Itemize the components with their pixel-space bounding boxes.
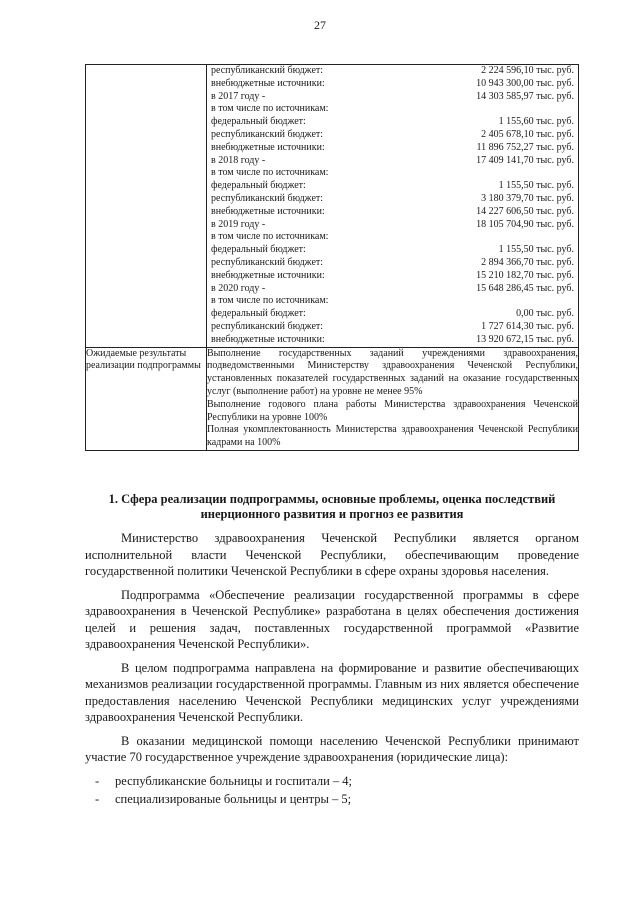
financing-row-label: федеральный бюджет: [211, 180, 306, 192]
financing-row-label: внебюджетные источники: [211, 77, 325, 89]
financing-row-label: республиканский бюджет: [211, 256, 324, 268]
financing-row-label: в 2018 году - [211, 154, 266, 166]
dash-marker: - [95, 792, 100, 806]
passport-table [85, 64, 579, 451]
page-number: 27 [314, 18, 326, 32]
financing-row [207, 180, 578, 193]
financing-row-label: в 2019 году - [211, 218, 266, 230]
financing-row [207, 142, 578, 155]
financing-row [207, 219, 578, 232]
financing-row [207, 206, 578, 219]
financing-rows [207, 65, 578, 347]
financing-row [207, 91, 578, 104]
financing-row [207, 78, 578, 91]
financing-row-label: внебюджетные источники: [211, 141, 325, 153]
financing-row [207, 231, 578, 244]
financing-row-label: в том числе по источникам: [211, 167, 329, 179]
financing-row [207, 167, 578, 180]
financing-row-label: в 2020 году - [211, 282, 266, 294]
financing-row-label: республиканский бюджет: [211, 65, 324, 76]
financing-row-value: 11 896 752,27 тыс. руб. [476, 141, 574, 153]
financing-row-label: республиканский бюджет: [211, 320, 324, 332]
financing-row-label: республиканский бюджет: [211, 128, 324, 140]
list-item [85, 791, 579, 808]
financing-row-value: 1 155,50 тыс. руб. [498, 180, 574, 192]
financing-row-label: в том числе по источникам: [211, 231, 329, 243]
financing-row-label: внебюджетные источники: [211, 333, 325, 345]
financing-row [207, 65, 578, 78]
result-item: Полная укомплектованность Министерства здравоохранения Чеченской Республики кадрами на 100% [207, 424, 578, 449]
financing-row-value: 15 648 286,45 тыс. руб. [476, 282, 574, 294]
section-heading: 1. Сфера реализации подпрограммы, основные проблемы, оценка последствий инерционного развития и прогноз ее развития [108, 492, 556, 521]
list-item-text: республиканские больницы и госпитали – 4; [115, 773, 353, 788]
financing-row-label: республиканский бюджет: [211, 192, 324, 204]
result-item: Выполнение государственных заданий учреждениями здравоохранения, подведомственными Министерству здравоохранения Чеченской Республики, установленных показателей государственных заданий на оказание государственных услуг (выполнение работ) на уровне не менее 95% [207, 347, 578, 397]
financing-row-label: в том числе по источникам: [211, 103, 329, 115]
financing-row-value: 15 210 182,70 тыс. руб. [476, 269, 574, 281]
financing-table-row [86, 65, 579, 348]
financing-row-value: 1 727 614,30 тыс. руб. [481, 320, 574, 332]
financing-row [207, 155, 578, 168]
financing-row-value: 10 943 300,00 тыс. руб. [476, 77, 574, 89]
financing-row-value: 18 105 704,90 тыс. руб. [476, 218, 574, 230]
financing-row-value: 13 920 672,15 тыс. руб. [476, 333, 574, 345]
financing-row [207, 257, 578, 270]
financing-row-label: внебюджетные источники: [211, 269, 325, 281]
paragraph: В целом подпрограмма направлена на формирование и развитие обеспечивающих механизмов реализации государственной программы. Главным из них является обеспечение предоставления населению Чеченской Республики медицинских услуг учреждениями здравоохранения Чеченской Республики. [85, 660, 579, 724]
financing-row-value: 2 224 596,10 тыс. руб. [481, 65, 574, 76]
financing-row-value: 1 155,50 тыс. руб. [498, 244, 574, 256]
financing-row-value: 14 227 606,50 тыс. руб. [476, 205, 574, 217]
financing-row [207, 295, 578, 308]
financing-row-label: федеральный бюджет: [211, 308, 306, 320]
financing-row-value: 1 155,60 тыс. руб. [498, 116, 574, 128]
list-item [85, 773, 579, 790]
financing-row-value: 17 409 141,70 тыс. руб. [476, 154, 574, 166]
results-label: Ожидаемые результаты реализации подпрограммы [86, 347, 207, 450]
financing-row [207, 334, 578, 347]
dash-marker: - [95, 773, 100, 788]
financing-row-label: федеральный бюджет: [211, 244, 306, 256]
paragraph: Подпрограмма «Обеспечение реализации государственной программы в сфере здравоохранения в Чеченской Республике» разработана в целях обеспечения достижения целей и решения задач, поставленных государственной программой «Развитие здравоохранения Чеченской Республики». [85, 587, 579, 651]
facility-list [85, 773, 579, 808]
result-item: Выполнение годового плана работы Министерства здравоохранения Чеченской Республики на уровне 100% [207, 398, 578, 423]
financing-row [207, 283, 578, 296]
financing-row-value: 3 180 379,70 тыс. руб. [481, 192, 574, 204]
financing-row-label: федеральный бюджет: [211, 116, 306, 128]
financing-row [207, 129, 578, 142]
financing-row-value: 0,00 тыс. руб. [516, 308, 574, 320]
financing-label-cell [86, 65, 207, 348]
financing-row-value: 14 303 585,97 тыс. руб. [476, 90, 574, 102]
financing-row [207, 103, 578, 116]
results-text [207, 347, 579, 450]
financing-row-label: в 2017 году - [211, 90, 266, 102]
financing-row [207, 321, 578, 334]
financing-row [207, 116, 578, 129]
financing-row-value: 2 894 366,70 тыс. руб. [481, 256, 574, 268]
paragraph: В оказании медицинской помощи населению Чеченской Республики принимают участие 70 государственное учреждение здравоохранения (юридические лица): [85, 733, 579, 764]
results-table-row [86, 347, 579, 450]
financing-row-label: в том числе по источникам: [211, 295, 329, 307]
financing-row [207, 193, 578, 206]
financing-row-value: 2 405 678,10 тыс. руб. [481, 128, 574, 140]
financing-row-label: внебюджетные источники: [211, 205, 325, 217]
financing-row [207, 308, 578, 321]
financing-values-cell [207, 65, 579, 348]
body-text [85, 530, 579, 810]
paragraph: Министерство здравоохранения Чеченской Республики является органом исполнительной власти Чеченской Республики, обеспечивающим проведение государственной политики Чеченской Республики в сфере охраны здоровья населения. [85, 531, 579, 578]
financing-row [207, 244, 578, 257]
financing-row [207, 270, 578, 283]
list-item-text: специализированые больницы и центры – 5; [115, 792, 352, 806]
